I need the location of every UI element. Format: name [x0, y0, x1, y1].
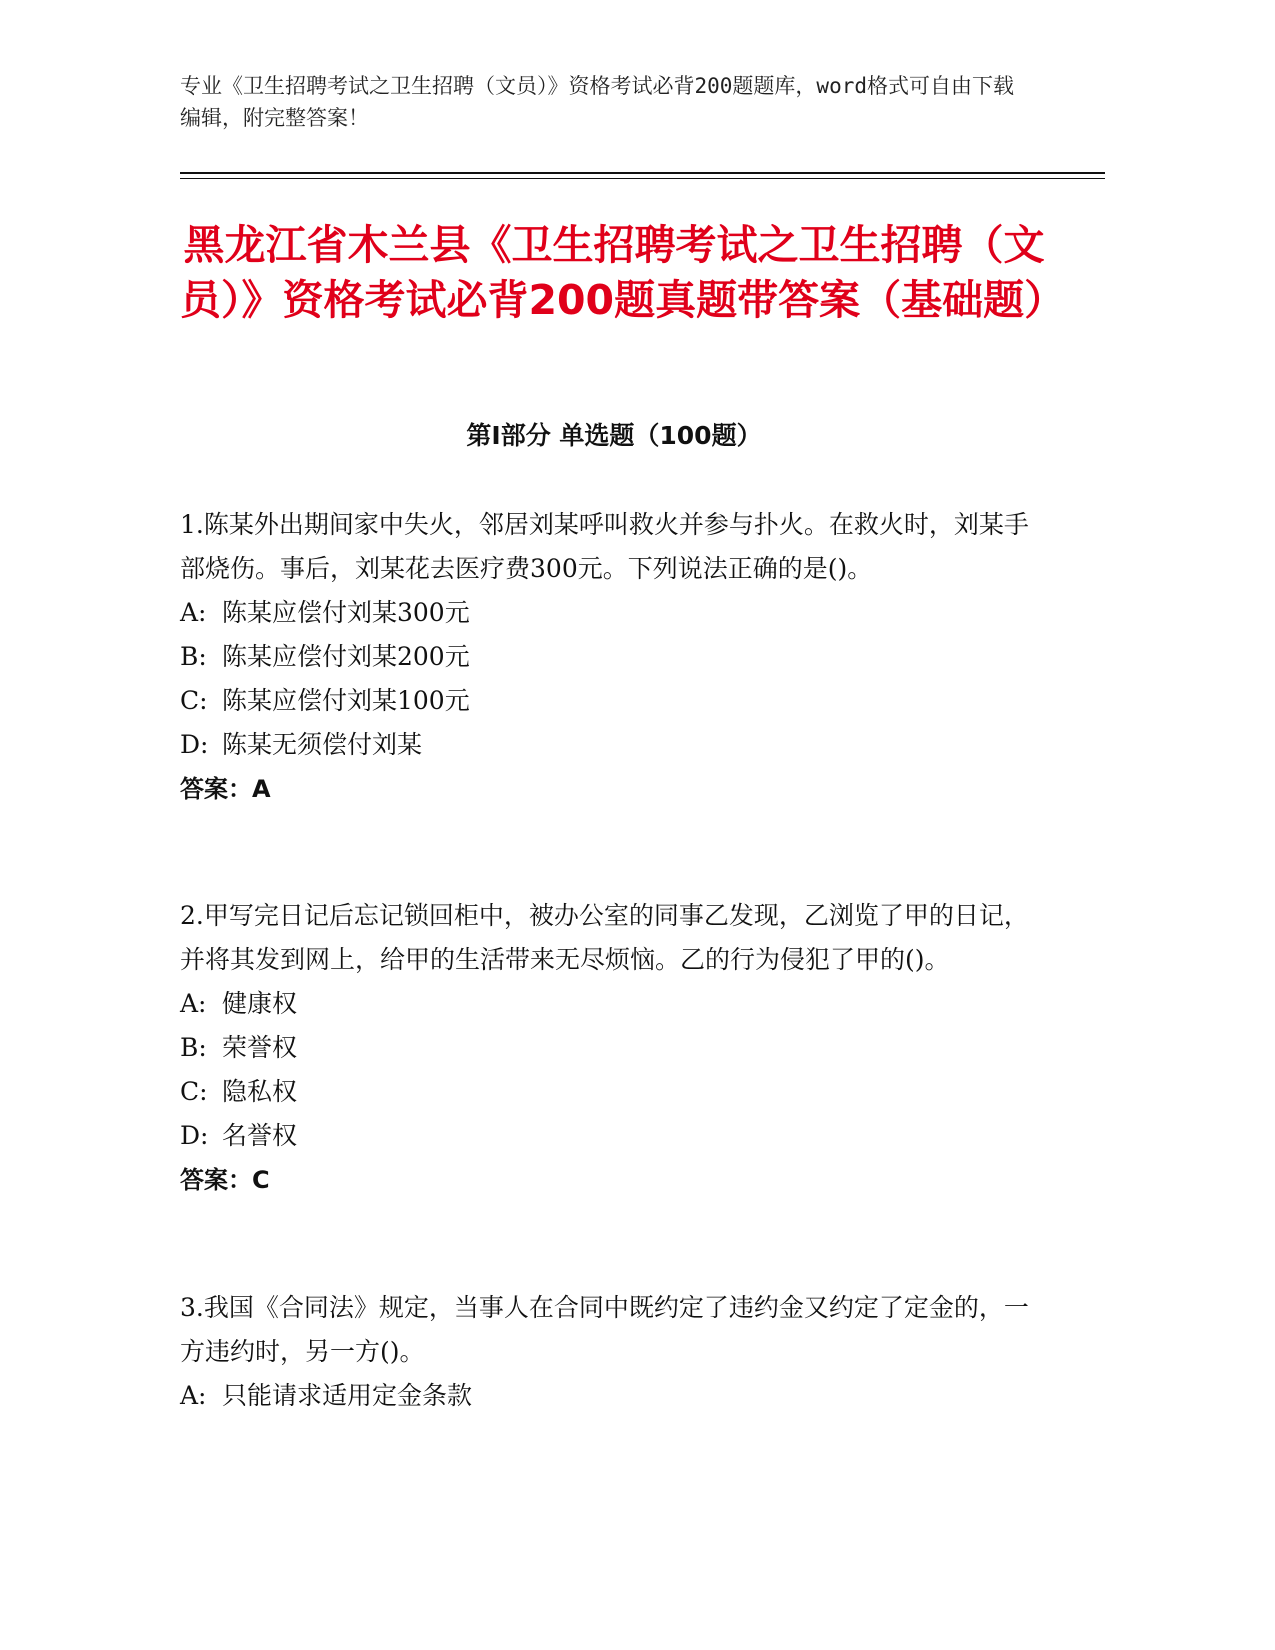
- question-stem: 2.甲写完日记后忘记锁回柜中，被办公室的同事乙发现，乙浏览了甲的日记，并将其发到网上，给甲的生活带来无尽烦恼。乙的行为侵犯了甲的()。: [180, 901, 1029, 974]
- section-heading: 第Ⅰ部分 单选题（100题）: [466, 421, 762, 450]
- answer-line: 答案：C: [180, 1166, 270, 1194]
- option-b: [180, 635, 1030, 679]
- question-3: [180, 1286, 1030, 1418]
- option-text: 名誉权: [222, 1121, 298, 1150]
- option-key: B:: [180, 1033, 207, 1062]
- option-c: [180, 1070, 1030, 1114]
- option-text: 荣誉权: [222, 1033, 298, 1062]
- option-text: 陈某无须偿付刘某: [222, 730, 423, 759]
- option-c: [180, 679, 1030, 723]
- answer-line: 答案：A: [180, 775, 271, 803]
- option-key: A:: [180, 1381, 207, 1410]
- question-stem: 3.我国《合同法》规定，当事人在合同中既约定了违约金又约定了定金的，一方违约时，另一方()。: [180, 1293, 1029, 1366]
- option-a: [180, 1374, 1030, 1418]
- option-a: [180, 982, 1030, 1026]
- option-b: [180, 1026, 1030, 1070]
- header-rule-thick: [180, 172, 1105, 174]
- option-key: C:: [180, 686, 208, 715]
- option-key: A:: [180, 598, 207, 627]
- option-key: A:: [180, 989, 207, 1018]
- option-text: 陈某应偿付刘某200元: [222, 642, 470, 671]
- option-a: [180, 591, 1030, 635]
- option-key: D:: [180, 1121, 209, 1150]
- option-d: [180, 723, 1030, 767]
- question-stem: 1.陈某外出期间家中失火，邻居刘某呼叫救火并参与扑火。在救火时，刘某手部烧伤。事后，刘某花去医疗费300元。下列说法正确的是()。: [180, 510, 1029, 583]
- question-2: [180, 894, 1030, 1202]
- question-1: [180, 503, 1030, 811]
- option-key: C:: [180, 1077, 208, 1106]
- option-text: 健康权: [222, 989, 298, 1018]
- header-note: 专业《卫生招聘考试之卫生招聘（文员）》资格考试必背200题题库，word格式可自由下载编辑，附完整答案！: [180, 74, 1014, 130]
- option-text: 只能请求适用定金条款: [222, 1381, 473, 1410]
- document-title: 黑龙江省木兰县《卫生招聘考试之卫生招聘（文员）》资格考试必背200题真题带答案（基础题）: [180, 221, 1066, 324]
- option-text: 陈某应偿付刘某300元: [222, 598, 470, 627]
- option-text: 隐私权: [222, 1077, 298, 1106]
- option-text: 陈某应偿付刘某100元: [222, 686, 470, 715]
- option-key: B:: [180, 642, 207, 671]
- option-d: [180, 1114, 1030, 1158]
- header-rule-thin: [180, 178, 1105, 179]
- option-key: D:: [180, 730, 209, 759]
